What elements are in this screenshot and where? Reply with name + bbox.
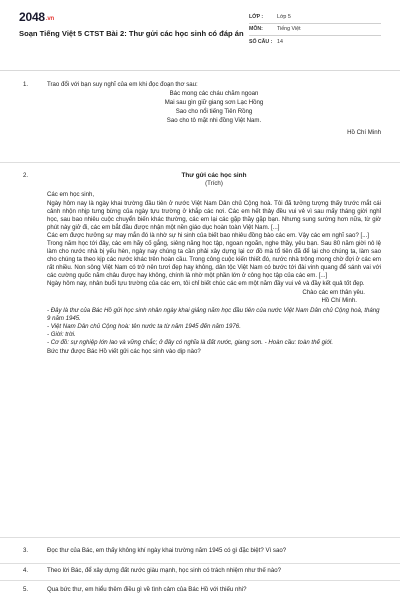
- letter-paragraph: Các em được hưởng sự may mắn đó là nhờ sự hi sinh của biết bao nhiêu đồng bào các em. Vậy các em nghĩ sao? [...]: [47, 231, 369, 239]
- question-prompt: Trao đổi với bạn suy nghĩ của em khi đọc đoạn thơ sau:: [47, 81, 198, 88]
- question-number: 3.: [23, 547, 29, 554]
- poem: [47, 90, 381, 125]
- meta-label: MÔN:: [249, 26, 263, 33]
- letter-paragraph: Ngày hôm nay, nhân buổi tựu trường của các em, tôi chỉ biết chúc các em một năm đầy vui vẻ và đầy kết quả tốt đẹp.: [47, 279, 365, 287]
- question-separator: [0, 537, 400, 538]
- question-3: [19, 547, 381, 555]
- letter-paragraph: Các em học sinh,: [47, 191, 95, 199]
- question-2: [19, 172, 381, 356]
- question-number: 5.: [23, 586, 29, 593]
- poem-line: Mai sau gìn giữ giang sơn Lạc Hồng: [164, 98, 264, 106]
- header: [19, 10, 381, 60]
- site-logo[interactable]: [19, 10, 54, 26]
- note-line: - Cơ đồ: sự nghiệp lớn lao và vững chắc; ở đây có nghĩa là đất nước, giang sơn. - Hoàn cầu: toàn thế giới.: [47, 339, 334, 347]
- question-separator: [0, 162, 400, 163]
- question-separator: [0, 580, 400, 581]
- letter-subtitle: (Trích): [205, 180, 223, 188]
- question-separator: [0, 563, 400, 564]
- letter-body: [47, 191, 381, 287]
- meta-value: Lớp 5: [277, 14, 291, 20]
- meta-value: 14: [277, 38, 283, 45]
- meta-table: [249, 12, 381, 48]
- question-5: [19, 586, 381, 594]
- letter-notes: [47, 307, 381, 347]
- logo-suffix: .vn: [45, 16, 54, 22]
- letter-paragraph: Trong năm học tới đây, các em hãy cố gắng, siêng năng học tập, ngoan ngoãn, nghe thầy, yêu bạn. Sau 80 năm giời nô lệ làm cho nước nhà bị yếu hèn, ngày nay chúng ta cần phải xây dựng lại cơ đồ mà tổ tiên đã để lại cho chúng ta, làm sao cho chúng ta theo kịp các nước khác trên hoàn cầu. Trong công cuộc kiến thiết đó, nước nhà trông mong chờ đợi ở các em rất nhiều. Non sông Việt Nam có trở nên tươi đẹp hay không, dân tộc Việt Nam có bước tới đài vinh quang để sánh vai với các cường quốc năm châu được hay không, chính là nhờ một phần lớn ở công học tập của các em. [...]: [47, 239, 381, 279]
- letter-signature: Hồ Chí Minh.: [321, 296, 357, 304]
- question-4: [19, 567, 381, 575]
- meta-label: LỚP :: [249, 14, 264, 21]
- question-number: 4.: [23, 567, 29, 574]
- poem-line: Sao cho tô mặt nhi đồng Việt Nam.: [166, 116, 262, 124]
- logo-main: 2048: [19, 10, 45, 24]
- meta-row-class: [249, 12, 381, 24]
- question-prompt: Đọc thư của Bác, em thấy không khí ngày khai trường năm 1945 có gì đặc biệt? Vì sao?: [47, 547, 287, 554]
- question-number: 1.: [23, 81, 29, 88]
- poem-author: Hồ Chí Minh: [347, 129, 381, 137]
- poem-line: Bác mong các cháu chăm ngoan: [169, 90, 259, 98]
- meta-label: SỐ CÂU :: [249, 38, 273, 45]
- note-line: - Giời: trời.: [47, 331, 76, 339]
- note-line: - Việt Nam Dân chủ Cộng hoà: tên nước ta từ năm 1945 đến năm 1976.: [47, 322, 241, 330]
- question-1: [19, 81, 381, 137]
- question-number: 2.: [23, 172, 29, 179]
- letter-title: Thư gửi các học sinh: [181, 172, 247, 179]
- poem-line: Sao cho nổi tiếng Tiên Rồng: [175, 107, 253, 115]
- letter-closing: Chào các em thân yêu.: [302, 288, 365, 296]
- question-prompt: Bức thư được Bác Hồ viết gửi các học sinh vào dịp nào?: [47, 348, 201, 356]
- meta-value: Tiếng Việt: [277, 26, 301, 32]
- letter-paragraph: Ngày hôm nay là ngày khai trường đầu tiên ở nước Việt Nam Dân chủ Cộng hoà. Tôi đã tưởng tượng thấy trước mắt cái cảnh nhộn nhịp tưng bừng của ngày tựu trường ở khắp các nơi. Các em hết thảy đều vui vẻ vì sau mấy tháng giời nghỉ học, sau bao nhiêu cuộc chuyển biến khác thường, các em lại các gặp thầy gặp bạn. Nhưng sung sướng hơn nữa, từ giờ phút này giở đi, các em bắt đầu được nhận một nền giáo dục hoàn toàn Việt Nam. [...]: [47, 199, 381, 231]
- meta-row-count: [249, 36, 381, 48]
- question-prompt: Qua bức thư, em hiểu thêm điều gì về tình cảm của Bác Hồ với thiếu nhi?: [47, 586, 247, 593]
- document-title: Soạn Tiếng Việt 5 CTST Bài 2: Thư gửi các học sinh có đáp án: [19, 29, 244, 38]
- meta-row-subject: [249, 24, 381, 36]
- header-divider: [0, 70, 400, 71]
- note-line: - Đây là thư của Bác Hồ gửi học sinh nhân ngày khai giảng năm học đầu tiên của nước Việt Nam Dân chủ Cộng hoà, tháng 9 năm 1945.: [47, 306, 380, 322]
- question-prompt: Theo lời Bác, để xây dựng đất nước giàu mạnh, học sinh có trách nhiệm như thế nào?: [47, 567, 281, 574]
